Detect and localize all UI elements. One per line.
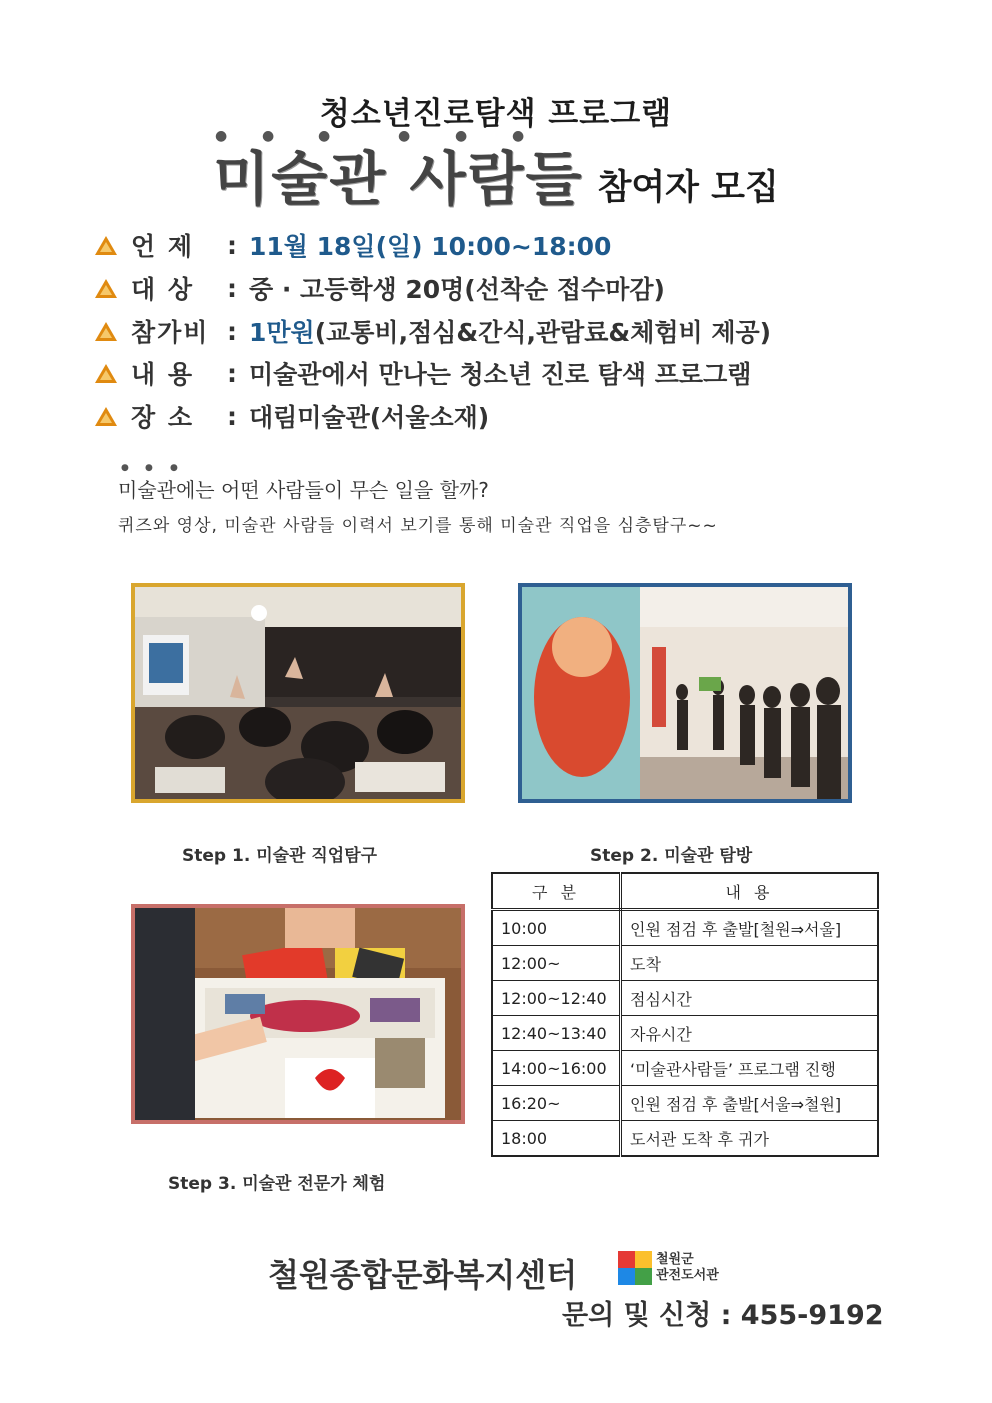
emphasis-dot: ● [318,128,331,144]
students-workshop-photo [131,583,465,803]
info-value-highlight: 1만원 [249,318,315,347]
info-label: 내 용 [131,360,195,389]
column-header-time: 구 분 [492,873,621,910]
table-row [492,1016,878,1051]
triangle-bullet-icon [95,322,117,341]
info-row-target [95,268,665,308]
recruit-text: 참여자 모집 [597,168,779,208]
main-title-text: 미술관 사람들 [213,145,584,213]
content-cell: 인원 점검 후 출발[철원⇒서울] [621,910,879,946]
colon: : [227,230,237,260]
model-illustration [135,908,461,1120]
info-row-place [95,396,489,436]
content-cell: 도서관 도착 후 귀가 [621,1121,879,1157]
library-logo-icon [618,1251,652,1285]
contact-info: 문의 및 신청 : 455-9192 [562,1300,884,1331]
logo-line1: 철원군 [656,1252,694,1267]
organization-name: 철원종합문화복지센터 [268,1256,578,1294]
info-value: 중 · 고등학생 20명(선착순 접수마감) [249,275,665,304]
time-cell: 12:00~12:40 [492,981,621,1016]
info-label: 언 제 [131,232,195,261]
time-cell: 10:00 [492,910,621,946]
emphasis-dot: ● [262,128,275,144]
step1-caption: Step 1. 미술관 직업탐구 [182,846,378,866]
info-label: 장 소 [131,403,195,432]
table-row [492,946,878,981]
table-row [492,1086,878,1121]
column-header-content: 내 용 [621,873,879,910]
emphasis-dot: ● [512,128,525,144]
step2-caption: Step 2. 미술관 탐방 [590,846,753,866]
gallery-tour-photo [518,583,852,803]
library-logo-text [656,1252,719,1284]
main-title [0,132,992,216]
time-cell: 16:20~ [492,1086,621,1121]
table-row [492,981,878,1016]
triangle-bullet-icon [95,236,117,255]
step3-caption: Step 3. 미술관 전문가 체험 [168,1174,386,1194]
table-row [492,1121,878,1157]
triangle-bullet-icon [95,364,117,383]
table-header-row [492,873,878,910]
colon: : [227,401,237,431]
triangle-bullet-icon [95,279,117,298]
intro-description: 퀴즈와 영상, 미술관 사람들 이력서 보기를 통해 미술관 직업을 심층탐구~~ [118,516,718,536]
time-cell: 14:00~16:00 [492,1051,621,1086]
info-row-fee [95,311,771,351]
info-row-content [95,353,751,393]
colon: : [227,316,237,346]
model-making-photo [131,904,465,1124]
schedule-table [491,872,879,1157]
time-cell: 18:00 [492,1121,621,1157]
logo-line2: 관전도서관 [656,1268,719,1283]
table-row [492,1051,878,1086]
gallery-illustration [522,587,848,799]
colon: : [227,358,237,388]
triangle-bullet-icon [95,407,117,426]
emphasis-dot: ● [455,128,468,144]
info-value: 미술관에서 만나는 청소년 진로 탐색 프로그램 [249,360,752,389]
content-cell: 자유시간 [621,1016,879,1051]
emphasis-dot: ● [398,128,411,144]
emphasis-dot: ● [170,463,178,473]
info-label: 대 상 [131,275,195,304]
program-title: 청소년진로탐색 프로그램 [319,96,673,132]
intro-question: 미술관에는 어떤 사람들이 무슨 일을 할까? [118,478,489,502]
info-value: 11월 18일(일) 10:00~18:00 [249,232,612,261]
library-logo [618,1251,719,1285]
table-row [492,910,878,946]
workshop-illustration [135,587,461,799]
emphasis-dot: ● [215,128,228,144]
time-cell: 12:40~13:40 [492,1016,621,1051]
info-row-when [95,225,611,265]
content-cell: 도착 [621,946,879,981]
colon: : [227,273,237,303]
info-value: 대림미술관(서울소재) [249,403,490,432]
content-cell: ‘미술관사람들’ 프로그램 진행 [621,1051,879,1086]
time-cell: 12:00~ [492,946,621,981]
emphasis-dot: ● [145,463,153,473]
content-cell: 점심시간 [621,981,879,1016]
info-value: (교통비,점심&간식,관람료&체험비 제공) [314,318,772,347]
emphasis-dot: ● [121,463,129,473]
content-cell: 인원 점검 후 출발[서울⇒철원] [621,1086,879,1121]
info-label: 참가비 [131,318,210,347]
